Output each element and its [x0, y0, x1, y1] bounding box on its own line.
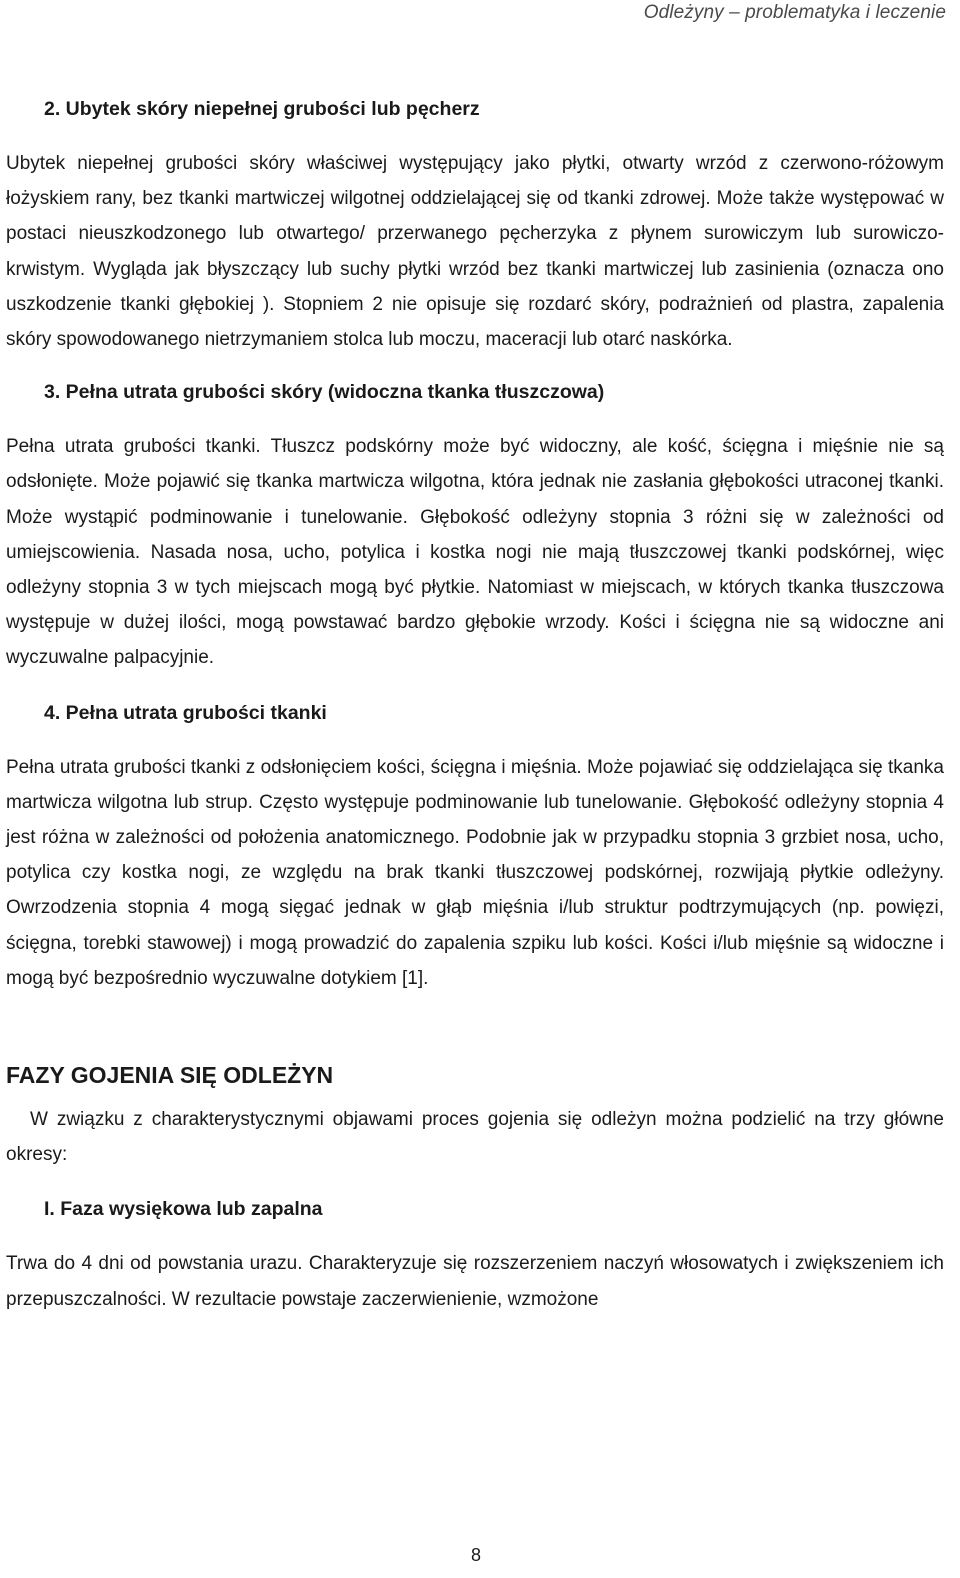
phases-intro-text: W związku z charakterystycznymi objawami proces gojenia się odleżyn można podzielić na trzy główne okresy: — [6, 1109, 944, 1166]
section-text-stage-2: Ubytek niepełnej grubości skóry właściwej występujący jako płytki, otwarty wrzód z czerwono-różowym łożyskiem rany, bez tkanki martwiczej wilgotnej oddzielającej się od tkanki zdrowej. Może także występować w postaci nieuszkodzonego lub otwartego/ przerwanego pęcherzyka z płynem surowiczym lub surowiczo-krwistym. Wygląda jak błyszczący lub suchy płytki wrzód bez tkanki martwiczej lub zasinienia (oznacza ono uszkodzenie tkanki głębokiej ). Stopniem 2 nie opisuje się rozdarć skóry, podrażnień od plastra, zapalenia skóry spowodowanego nietrzymaniem stolca lub moczu, maceracji lub otarć naskórka. — [6, 153, 944, 351]
section-heading-stage-3: 3. Pełna utrata grubości skóry (widoczna tkanka tłuszczowa) — [44, 381, 605, 404]
section-heading-stage-2: 2. Ubytek skóry niepełnej grubości lub pęcherz — [44, 98, 480, 120]
page-content — [6, 92, 944, 1317]
page-number: 8 — [470, 1545, 481, 1565]
chapter-heading-healing-phases: FAZY GOJENIA SIĘ ODLEŻYN — [6, 1062, 334, 1089]
section-text-stage-3: Pełna utrata grubości tkanki. Tłuszcz podskórny może być widoczny, ale kość, ścięgna i mięśnie nie są odsłonięte. Może pojawić się tkanka martwicza wilgotna, która jednak nie zasłania głębokości utraconej tkanki. Może wystąpić podminowanie i tunelowanie. Głębokość odleżyny stopnia 3 różni się w zależności od umiejscowienia. Nasada nosa, ucho, potylica i kostka nogi nie mają tłuszczowej tkanki podskórnej, więc odleżyny stopnia 3 w tych miejscach mogą być płytkie. Natomiast w miejscach, w których tkanka tłuszczowa występuje w dużej ilości, mogą powstawać bardzo głębokie wrzody. Kości i ścięgna nie są widoczne ani wyczuwalne palpacyjnie. — [6, 436, 944, 669]
phase-heading-inflammatory: I. Faza wysiękowa lub zapalna — [44, 1198, 323, 1221]
running-header: Odleżyny – problematyka i leczenie — [643, 2, 946, 23]
section-text-stage-4: Pełna utrata grubości tkanki z odsłonięciem kości, ścięgna i mięśnia. Może pojawiać się oddzielająca się tkanka martwicza wilgotna lub strup. Często występuje podminowanie lub tunelowanie. Głębokość odleżyny stopnia 4 jest różna w zależności od położenia anatomicznego. Podobnie jak w przypadku stopnia 3 grzbiet nosa, ucho, potylica czy kostka nogi, ze względu na brak tkanki tłuszczowej podskórnej, rozwijają płytkie odleżyny. Owrzodzenia stopnia 4 mogą sięgać jednak w głąb mięśnia i/lub struktur podtrzymujących (np. powięzi, ścięgna, torebki stawowej) i mogą prowadzić do zapalenia szpiku lub kości. Kości i/lub mięśnie są widoczne i mogą być bezpośrednio wyczuwalne dotykiem [1]. — [6, 756, 944, 989]
phase-text-inflammatory: Trwa do 4 dni od powstania urazu. Charakteryzuje się rozszerzeniem naczyń włosowatych i zwiększeniem ich przepuszczalności. W rezultacie powstaje zaczerwienienie, wzmożone — [6, 1253, 944, 1310]
section-heading-stage-4: 4. Pełna utrata grubości tkanki — [44, 701, 327, 724]
